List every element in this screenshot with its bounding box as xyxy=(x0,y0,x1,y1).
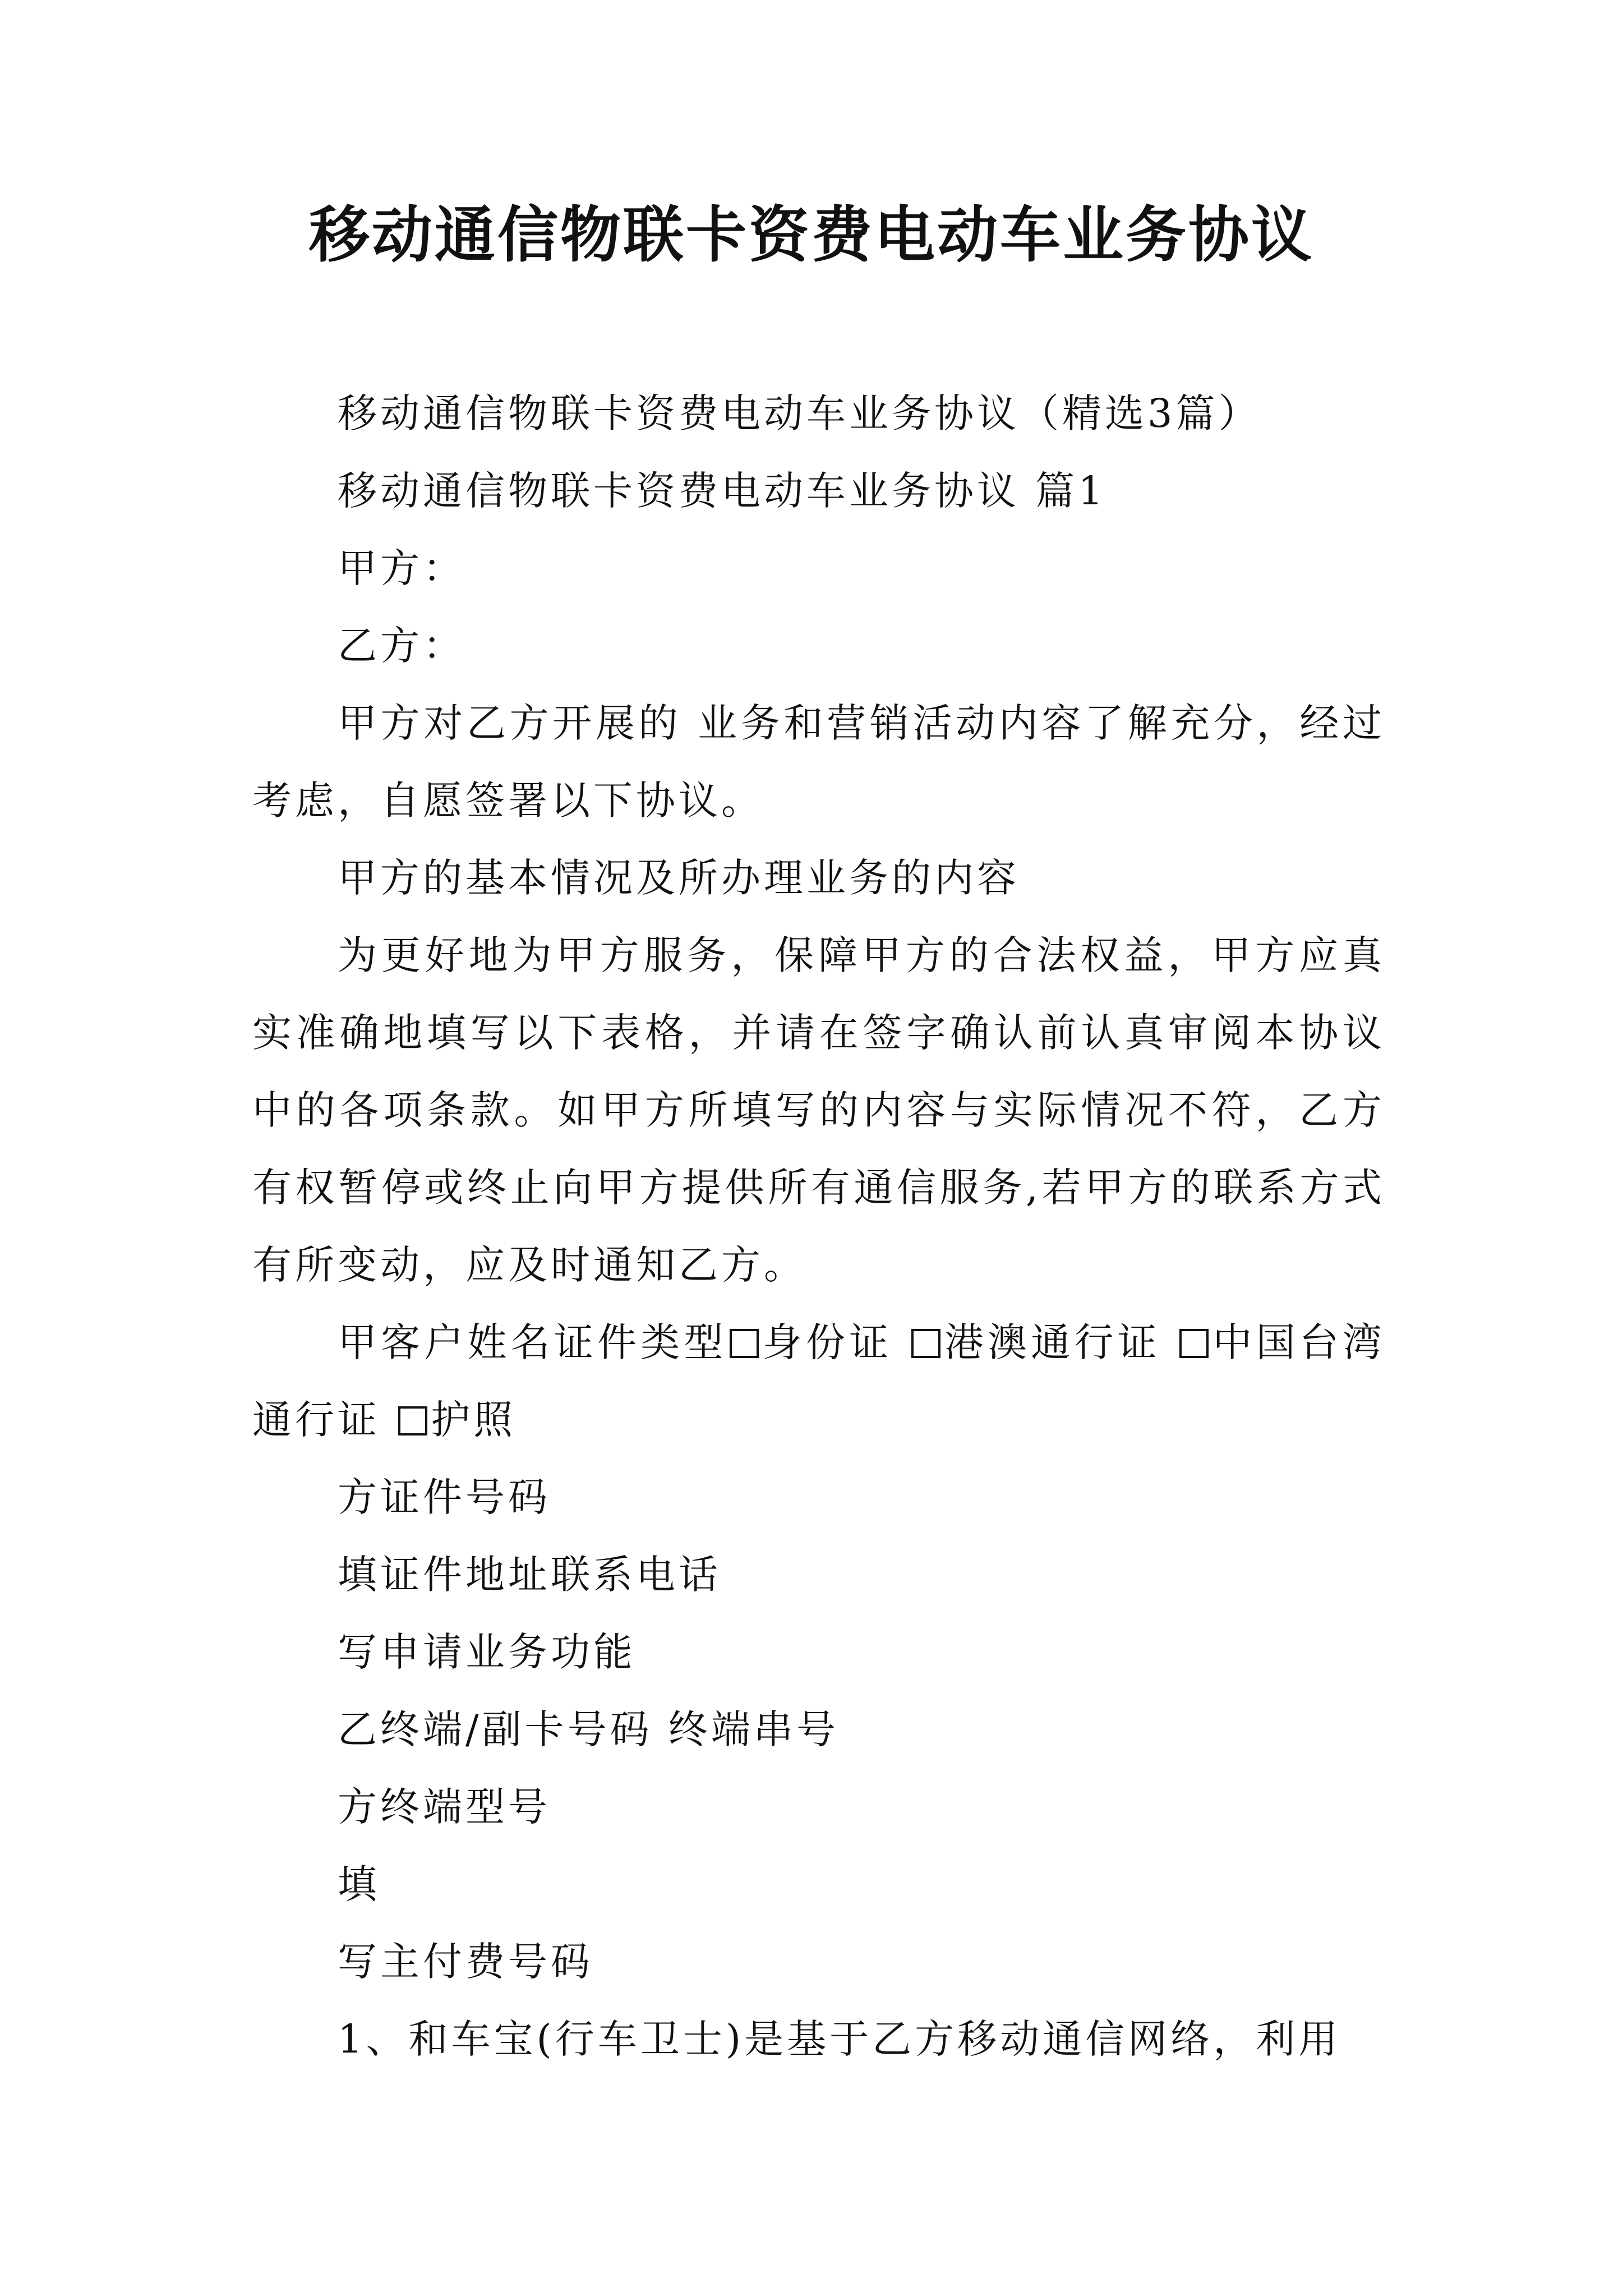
document-title: 移动通信物联卡资费电动车业务协议 xyxy=(308,200,1314,270)
document-body xyxy=(252,375,1385,2078)
checkbox-passport[interactable] xyxy=(398,1406,427,1435)
option-passport-label: 护照 xyxy=(431,1397,517,1443)
form-line-id-number: 方证件号码 xyxy=(338,1474,551,1520)
option-taiwan-permit-label: 中国台湾通行证 xyxy=(252,1319,1385,1443)
intro-paragraph: 甲方对乙方开展的 业务和营销活动内容了解充分，经过考虑，自愿签署以下协议。 xyxy=(252,700,1385,823)
form-line-main-payment: 写主付费号码 xyxy=(338,1939,593,1985)
option-hk-macau-permit-label: 港澳通行证 xyxy=(943,1319,1161,1365)
form-line-terminal-model: 方终端型号 xyxy=(338,1784,551,1830)
form-line-fill: 填 xyxy=(338,1861,380,1907)
party-b-line: 乙方： xyxy=(338,623,465,669)
form-line-function: 写申请业务功能 xyxy=(338,1629,636,1675)
basic-info-heading: 甲方的基本情况及所办理业务的内容 xyxy=(338,855,1020,901)
id-type-prefix: 甲客户姓名证件类型 xyxy=(338,1319,727,1365)
clause-1: 1、和车宝(行车卫士)是基于乙方移动通信网络，利用 xyxy=(338,2016,1341,2062)
id-type-line xyxy=(252,1304,1385,1458)
form-line-address-phone: 填证件地址联系电话 xyxy=(338,1552,721,1598)
option-id-card-label: 身份证 xyxy=(762,1319,893,1365)
party-a-line: 甲方： xyxy=(338,545,465,591)
checkbox-id-card[interactable] xyxy=(730,1329,759,1358)
form-line-terminal-number: 乙终端/副卡号码 终端串号 xyxy=(338,1706,839,1752)
section-heading: 移动通信物联卡资费电动车业务协议 篇1 xyxy=(338,468,1106,514)
checkbox-taiwan-permit[interactable] xyxy=(1179,1329,1209,1358)
checkbox-hk-macau-permit[interactable] xyxy=(911,1329,940,1358)
subtitle: 移动通信物联卡资费电动车业务协议（精选3篇） xyxy=(338,390,1261,436)
notice-paragraph: 为更好地为甲方服务，保障甲方的合法权益，甲方应真实准确地填写以下表格，并请在签字确认前认真审阅本协议中的各项条款。如甲方所填写的内容与实际情况不符，乙方有权暂停或终止向甲方提供所有通信服务,若甲方的联系方式有所变动，应及时通知乙方。 xyxy=(252,932,1385,1288)
